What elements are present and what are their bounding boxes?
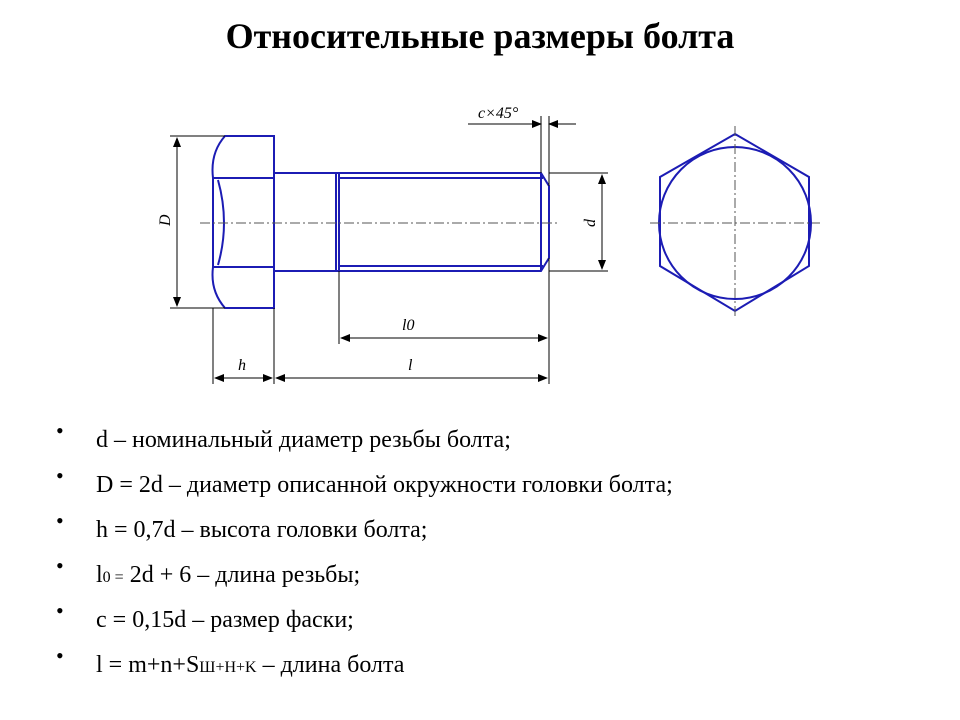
bolt-shank-outline [274,173,549,271]
bolt-drawing [140,86,840,396]
slide-title: Относительные размеры болта [225,16,735,56]
label-d: d [582,219,599,227]
label-h: h [238,357,246,374]
bullet-item [56,508,936,553]
bullet-text: D = 2d – диаметр описанной окружности головки болта; [96,472,673,498]
bullet-text-post: 2d + 6 – длина резьбы; [123,562,361,588]
bolt-side-view [213,136,550,308]
bullet-item [56,598,936,643]
label-chamfer: c×45° [478,105,519,122]
bullet-text-pre: l = m+n+S [96,652,200,678]
bullet-dot: • [56,508,64,533]
label-D: D [157,214,174,226]
bullet-text-subscript: Ш+H+K [199,659,257,676]
bullet-dot: • [56,643,64,668]
bullet-text: h = 0,7d – высота головки болта; [96,517,428,543]
bullet-list [56,418,936,688]
bullet-dot: • [56,598,64,623]
bullet-item [56,553,936,598]
bullet-item [56,418,936,463]
bullet-text-pre: l [96,562,103,588]
bullet-text-subscript: 0 = [102,569,124,586]
bullet-item [56,643,936,688]
bullet-text-post: – длина болта [256,652,405,678]
bullet-text: d – номинальный диаметр резьбы болта; [96,427,511,453]
dimensions [170,116,608,384]
bullet-dot: • [56,418,64,443]
bolt-head-outline [213,136,275,308]
label-l0: l0 [402,317,415,334]
bullet-text: c = 0,15d – размер фаски; [96,607,354,633]
bullet-dot: • [56,553,64,578]
center-lines [200,126,820,318]
bullet-dot: • [56,463,64,488]
label-l: l [408,357,413,374]
bullet-item [56,463,936,508]
